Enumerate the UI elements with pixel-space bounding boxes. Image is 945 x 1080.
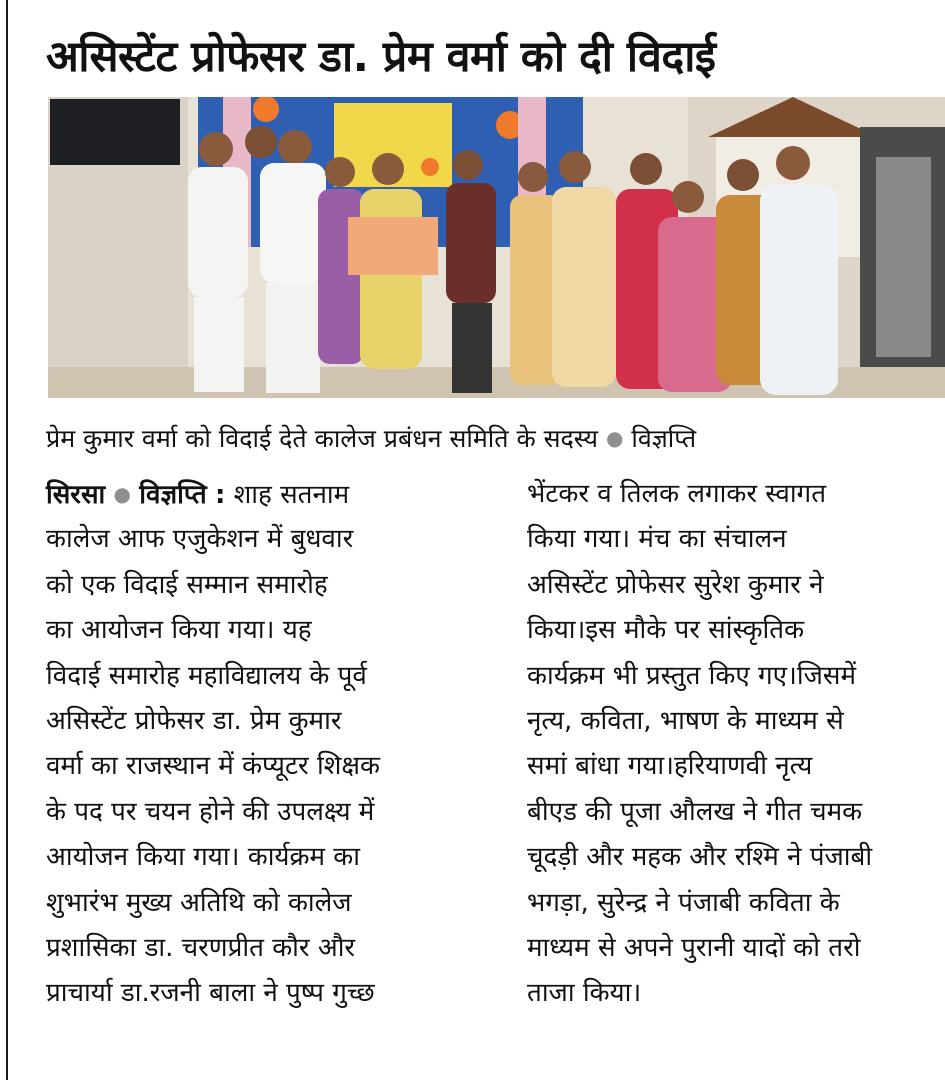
article-line: वर्मा का राजस्थान में कंप्यूटर शिक्षक <box>46 751 380 782</box>
article-line <box>46 472 486 517</box>
article-line-text: शाह सतनाम <box>233 480 350 510</box>
caption-text: प्रेम कुमार वर्मा को विदाई देते कालेज प्रबंधन समिति के सदस्य <box>46 424 598 453</box>
group-photo-icon <box>48 97 945 398</box>
article-line: भेंटकर व तिलक लगाकर स्वागत <box>527 479 827 509</box>
dateline-source: विज्ञप्ति <box>139 480 207 510</box>
article-line: किया।इस मौके पर सांस्कृतिक <box>527 615 805 646</box>
dateline-place: सिरसा <box>46 480 106 510</box>
article-line: कालेज आफ एजुकेशन में बुधवार <box>46 524 354 555</box>
article-line: का आयोजन किया गया। यह <box>46 615 312 646</box>
article-line: नृत्य, कविता, भाषण के माध्यम से <box>527 705 844 736</box>
article-line: आयोजन किया गया। कार्यक्रम का <box>46 842 360 873</box>
caption-credit: विज्ञप्ति <box>631 424 697 453</box>
article-line: ताजा किया। <box>527 978 642 1009</box>
article-line: प्रशासिका डा. चरणप्रीत कौर और <box>46 932 356 963</box>
dateline-colon: : <box>214 480 226 510</box>
article-line: के पद पर चयन होने की उपलक्ष्य में <box>46 796 375 827</box>
article-line: कार्यक्रम भी प्रस्तुत किए गए।जिसमें <box>527 660 857 691</box>
bullet-dot-icon: ● <box>605 426 624 450</box>
article-column-right <box>527 472 945 1017</box>
article-line: शुभारंभ मुख्य अतिथि को कालेज <box>46 887 352 918</box>
article-line: असिस्टेंट प्रोफेसर डा. प्रेम कुमार <box>46 705 342 736</box>
article-column-left <box>46 472 486 1017</box>
photo-caption <box>46 418 945 459</box>
article-line: समां बांधा गया।हरियाणवी नृत्य <box>527 751 813 782</box>
left-column-rule <box>6 0 8 1080</box>
bullet-dot-icon: ● <box>113 482 131 506</box>
article-line: चूदड़ी और महक और रश्मि ने पंजाबी <box>527 842 873 873</box>
article-line: प्राचार्या डा.रजनी बाला ने पुष्प गुच्छ <box>46 978 375 1009</box>
article-line: माध्यम से अपने पुरानी यादों को तरो <box>527 932 861 963</box>
article-line: भगड़ा, सुरेन्द्र ने पंजाबी कविता के <box>527 887 840 918</box>
article-line: बीएड की पूजा औलख ने गीत चमक <box>527 796 863 827</box>
article-line: किया गया। मंच का संचालन <box>527 524 787 555</box>
article-line: को एक विदाई सम्मान समारोह <box>46 569 328 600</box>
headline: असिस्टेंट प्रोफेसर डा. प्रेम वर्मा को दी विदाई <box>46 32 716 82</box>
article-line: असिस्टेंट प्रोफेसर सुरेश कुमार ने <box>527 569 824 600</box>
article-line: विदाई समारोह महाविद्यालय के पूर्व <box>46 660 367 691</box>
news-photo <box>48 97 945 398</box>
